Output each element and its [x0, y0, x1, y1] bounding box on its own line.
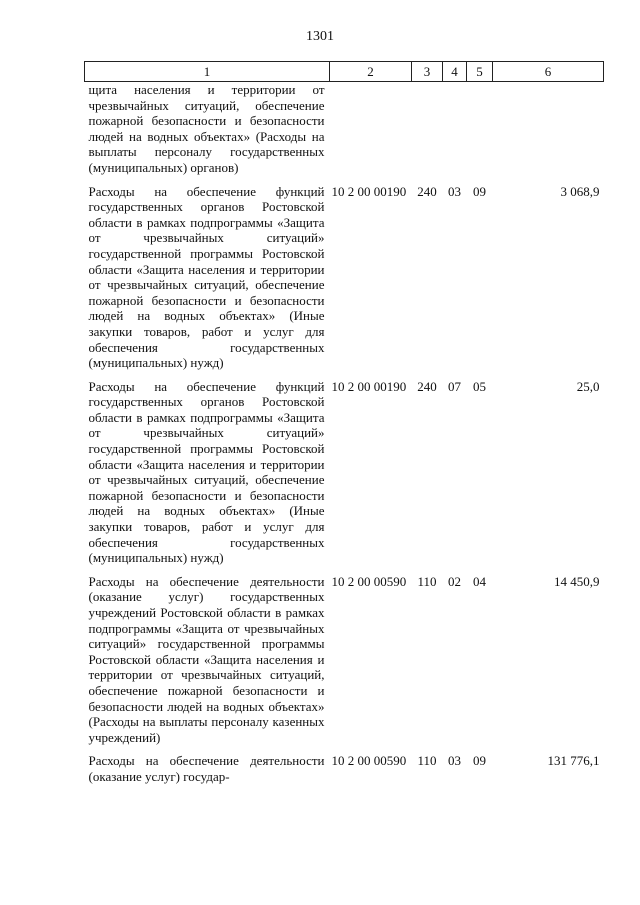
- header-col-3: 3: [412, 62, 443, 82]
- page-number: 1301: [306, 29, 334, 44]
- row-vr: 240: [417, 183, 437, 199]
- row-vr: 240: [417, 378, 437, 394]
- row-description: щита населения и территории от чрезвычайных ситуаций, обеспечение пожарной безопасности и безопасности людей на водных объектах» (Расходы на выплаты персоналу государственных (муниципальных) органов): [88, 82, 325, 175]
- row-pr: 05: [473, 378, 486, 394]
- row-spacer: [85, 566, 604, 574]
- row-rz: 07: [448, 378, 461, 394]
- row-rz: 03: [448, 753, 461, 769]
- row-code: 10 2 00 00190: [331, 378, 407, 394]
- header-col-2: 2: [330, 62, 412, 82]
- row-description: Расходы на обеспечение деятельности (оказание услуг) государ-: [88, 753, 325, 784]
- row-spacer: [85, 176, 604, 184]
- row-code: 10 2 00 00590: [331, 573, 407, 589]
- row-amount: 14 450,9: [554, 573, 600, 589]
- row-code: [330, 82, 412, 176]
- header-col-5: 5: [467, 62, 493, 82]
- budget-table: [84, 61, 604, 785]
- header-col-6: 6: [493, 62, 604, 82]
- row-spacer: [85, 745, 604, 753]
- row-amount: 3 068,9: [560, 183, 600, 199]
- row-pr: 09: [473, 753, 486, 769]
- row-pr: 09: [473, 183, 486, 199]
- row-pr: 04: [473, 573, 486, 589]
- row-rz: [443, 82, 467, 176]
- table-row: [85, 184, 604, 371]
- row-vr: [412, 82, 443, 176]
- table-header-row: [85, 62, 604, 82]
- table-row: [85, 379, 604, 566]
- row-amount: 25,0: [576, 378, 600, 394]
- table-row: [85, 82, 604, 176]
- row-code: 10 2 00 00590: [331, 753, 407, 769]
- row-description: Расходы на обеспечение деятельности (оказание услуг) государственных учреждений Ростовской области в рамках подпрограммы «Защита от чрезвычайных ситуаций» государственной программы Ростовской области «Защита населения и территории от чрезвычайных ситуаций, обеспечение пожарной безопасности и безопасности людей на водных объектах» (Расходы на выплаты персоналу казенных учреждений): [88, 573, 325, 745]
- row-pr: [467, 82, 493, 176]
- header-col-1: 1: [85, 62, 330, 82]
- table-row: [85, 574, 604, 746]
- row-code: 10 2 00 00190: [331, 183, 407, 199]
- header-col-4: 4: [443, 62, 467, 82]
- row-description: Расходы на обеспечение функций государственных органов Ростовской области в рамках подпрограммы «Защита от чрезвычайных ситуаций» государственной программы Ростовской области «Защита населения и территории от чрезвычайных ситуаций, обеспечение пожарной безопасности и безопасности людей на водных объектах» (Иные закупки товаров, работ и услуг для обеспечения государственных (муниципальных) нужд): [88, 183, 325, 371]
- row-rz: 02: [448, 573, 461, 589]
- table-row: [85, 753, 604, 784]
- row-amount: 131 776,1: [547, 753, 600, 769]
- row-amount: [493, 82, 604, 176]
- row-description: Расходы на обеспечение функций государственных органов Ростовской области в рамках подпрограммы «Защита от чрезвычайных ситуаций» государственной программы Ростовской области «Защита населения и территории от чрезвычайных ситуаций, обеспечение пожарной безопасности и безопасности людей на водных объектах» (Иные закупки товаров, работ и услуг для обеспечения государственных (муниципальных) нужд): [88, 378, 325, 566]
- row-spacer: [85, 371, 604, 379]
- row-vr: 110: [417, 573, 437, 589]
- row-vr: 110: [417, 753, 437, 769]
- row-rz: 03: [448, 183, 461, 199]
